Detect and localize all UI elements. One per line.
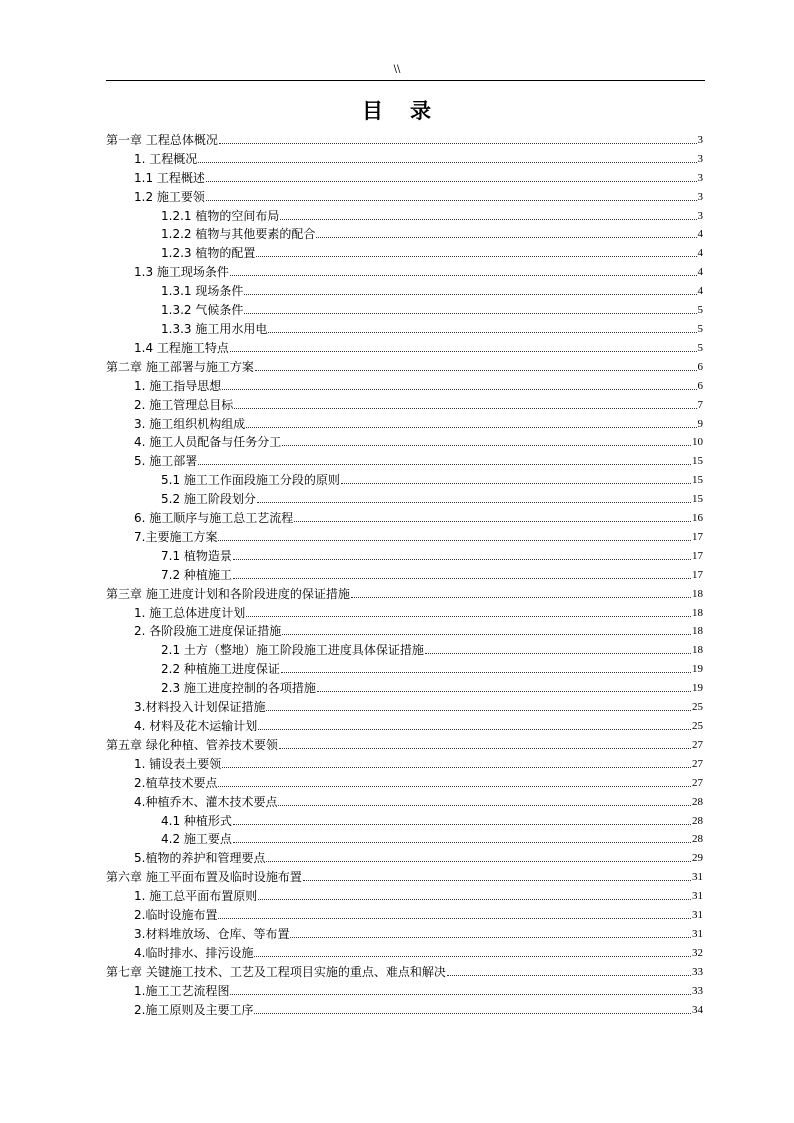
page-header-mark: \\ bbox=[393, 64, 401, 75]
toc-leader-dots bbox=[279, 748, 691, 749]
toc-entry-label: 第二章 施工部署与施工方案 bbox=[106, 359, 254, 374]
toc-entry-label: 3.材料堆放场、仓库、等布置 bbox=[134, 926, 290, 941]
toc-entry-label: 1.2.2 植物与其他要素的配合 bbox=[161, 227, 316, 242]
toc-leader-dots bbox=[246, 427, 696, 428]
toc-entry[interactable] bbox=[106, 336, 703, 355]
toc-entry-label: 1.施工工艺流程图 bbox=[134, 983, 230, 998]
toc-page-number: 17 bbox=[692, 530, 703, 543]
toc-leader-dots bbox=[258, 729, 691, 730]
toc-entry[interactable] bbox=[106, 487, 703, 506]
toc-page-number: 25 bbox=[692, 720, 703, 732]
toc-entry-label: 2. 各阶段施工进度保证措施 bbox=[134, 624, 282, 639]
toc-entry-label: 2. 施工管理总目标 bbox=[134, 397, 234, 412]
toc-leader-dots bbox=[282, 634, 691, 635]
toc-leader-dots bbox=[230, 994, 691, 995]
toc-leader-dots bbox=[230, 351, 697, 352]
toc-entry-label: 2.1 土方（整地）施工阶段施工进度具体保证措施 bbox=[161, 643, 424, 658]
toc-entry-label: 4.1 种植形式 bbox=[161, 813, 232, 828]
toc-entry-label: 1.3.3 施工用水用电 bbox=[161, 321, 268, 336]
toc-leader-dots bbox=[282, 445, 691, 446]
toc-page-number: 4 bbox=[697, 247, 703, 260]
toc-page-number: 3 bbox=[697, 171, 703, 184]
toc-entry[interactable] bbox=[106, 714, 703, 733]
toc-page-number: 18 bbox=[692, 625, 703, 638]
toc-entry-label: 1.3.2 气候条件 bbox=[161, 303, 244, 318]
toc-entry-label: 2.植草技术要点 bbox=[134, 775, 218, 790]
toc-entry-label: 1. 施工指导思想 bbox=[134, 378, 222, 393]
toc-entry-label: 第一章 工程总体概况 bbox=[106, 132, 218, 147]
toc-leader-dots bbox=[294, 521, 691, 522]
toc-leader-dots bbox=[234, 408, 696, 409]
toc-entry-label: 4. 施工人员配备与任务分工 bbox=[134, 435, 282, 450]
toc-leader-dots bbox=[290, 937, 691, 938]
toc-entry[interactable] bbox=[106, 960, 703, 979]
toc-leader-dots bbox=[268, 332, 696, 333]
toc-entry[interactable] bbox=[106, 809, 703, 828]
toc-entry[interactable] bbox=[106, 733, 703, 752]
toc-entry[interactable] bbox=[106, 979, 703, 998]
toc-entry-label: 5. 施工部署 bbox=[134, 454, 198, 469]
toc-entry-label: 1. 施工总平面布置原则 bbox=[134, 889, 258, 904]
toc-entry-label: 4.临时排水、排污设施 bbox=[134, 945, 254, 960]
toc-page-number: 28 bbox=[692, 814, 703, 827]
toc-entry[interactable] bbox=[106, 752, 703, 771]
toc-leader-dots bbox=[244, 294, 696, 295]
toc-entry[interactable] bbox=[106, 128, 703, 147]
toc-entry-label: 7.1 植物造景 bbox=[161, 548, 232, 563]
toc-page-number: 31 bbox=[692, 871, 703, 884]
toc-entry-label: 1.3 施工现场条件 bbox=[134, 265, 229, 280]
toc-page-number: 28 bbox=[692, 833, 703, 846]
toc-page-number: 6 bbox=[697, 360, 703, 373]
toc-entry[interactable] bbox=[106, 204, 703, 223]
toc-entry[interactable] bbox=[106, 374, 703, 393]
toc-entry-label: 1.1 工程概述 bbox=[134, 170, 205, 185]
toc-entry[interactable] bbox=[106, 298, 703, 317]
toc-page-number: 7 bbox=[697, 398, 703, 411]
toc-entry[interactable] bbox=[106, 771, 703, 790]
toc-leader-dots bbox=[278, 805, 691, 806]
toc-leader-dots bbox=[257, 502, 691, 503]
toc-entry[interactable] bbox=[106, 582, 703, 601]
toc-page-number: 27 bbox=[692, 776, 703, 789]
toc-entry-label: 1.2 施工要领 bbox=[134, 189, 205, 204]
toc-entry-label: 第三章 施工进度计划和各阶段进度的保证措施 bbox=[106, 586, 350, 601]
toc-leader-dots bbox=[425, 653, 691, 654]
toc-page-number: 4 bbox=[697, 285, 703, 298]
toc-leader-dots bbox=[303, 880, 691, 881]
toc-leader-dots bbox=[222, 767, 691, 768]
toc-page-number: 15 bbox=[692, 474, 703, 487]
toc-entry-label: 6. 施工顺序与施工总工艺流程 bbox=[134, 511, 294, 526]
toc-entry[interactable] bbox=[106, 260, 703, 279]
toc-leader-dots bbox=[255, 370, 697, 371]
toc-entry[interactable] bbox=[106, 941, 703, 960]
toc-page-number: 3 bbox=[697, 133, 703, 146]
toc-page-number: 27 bbox=[692, 738, 703, 751]
toc-page-number: 15 bbox=[692, 493, 703, 506]
toc-entry[interactable] bbox=[106, 147, 703, 166]
toc-leader-dots bbox=[316, 237, 696, 238]
toc-leader-dots bbox=[341, 483, 691, 484]
toc-page-number: 33 bbox=[692, 965, 703, 978]
toc-entry[interactable] bbox=[106, 846, 703, 865]
toc-entry[interactable] bbox=[106, 620, 703, 639]
toc-page-number: 28 bbox=[692, 795, 703, 808]
toc-leader-dots bbox=[233, 824, 691, 825]
toc-leader-dots bbox=[244, 313, 696, 314]
toc-entry-label: 第七章 关键施工技术、工艺及工程项目实施的重点、难点和解决 bbox=[106, 964, 446, 979]
toc-entry[interactable] bbox=[106, 865, 703, 884]
toc-leader-dots bbox=[266, 710, 691, 711]
toc-page-number: 5 bbox=[697, 304, 703, 317]
toc-entry-label: 3. 施工组织机构组成 bbox=[134, 416, 246, 431]
toc-entry[interactable] bbox=[106, 903, 703, 922]
toc-entry[interactable] bbox=[106, 998, 703, 1017]
toc-page-number: 4 bbox=[697, 228, 703, 241]
toc-page-number: 32 bbox=[692, 946, 703, 959]
toc-leader-dots bbox=[218, 786, 691, 787]
toc-leader-dots bbox=[206, 200, 697, 201]
toc-page-number: 33 bbox=[692, 984, 703, 997]
toc-page-number: 4 bbox=[697, 266, 703, 279]
toc-entry[interactable] bbox=[106, 412, 703, 431]
toc-entry[interactable] bbox=[106, 241, 703, 260]
toc-entry[interactable] bbox=[106, 449, 703, 468]
toc-leader-dots bbox=[230, 275, 697, 276]
toc-page-number: 9 bbox=[697, 417, 703, 430]
header-rule bbox=[106, 80, 705, 81]
toc-page-number: 18 bbox=[692, 587, 703, 600]
toc-entry-label: 4.2 施工要点 bbox=[161, 832, 232, 847]
toc-entry-label: 2.施工原则及主要工序 bbox=[134, 1002, 254, 1017]
toc-entry[interactable] bbox=[106, 166, 703, 185]
toc-page-number: 27 bbox=[692, 757, 703, 770]
toc-entry-label: 1.2.3 植物的配置 bbox=[161, 246, 256, 261]
toc-title-char-2: 录 bbox=[410, 98, 432, 123]
toc-page-number: 17 bbox=[692, 568, 703, 581]
toc-page-number: 6 bbox=[697, 379, 703, 392]
toc-leader-dots bbox=[266, 861, 691, 862]
toc-page-number: 3 bbox=[697, 209, 703, 222]
toc-page-number: 10 bbox=[692, 436, 703, 449]
toc-leader-dots bbox=[233, 559, 691, 560]
toc-entry-label: 1. 工程概况 bbox=[134, 151, 198, 166]
toc-page-number: 17 bbox=[692, 549, 703, 562]
toc-leader-dots bbox=[256, 256, 696, 257]
toc-entry[interactable] bbox=[106, 431, 703, 450]
toc-page-number: 15 bbox=[692, 455, 703, 468]
toc-entry-label: 5.2 施工阶段划分 bbox=[161, 492, 256, 507]
toc-page-number: 19 bbox=[692, 663, 703, 676]
toc-page-number: 25 bbox=[692, 701, 703, 714]
toc-entry[interactable] bbox=[106, 828, 703, 847]
toc-entry[interactable] bbox=[106, 185, 703, 204]
toc-entry-label: 4. 材料及花木运输计划 bbox=[134, 719, 258, 733]
toc-entry[interactable] bbox=[106, 525, 703, 544]
toc-page-number: 18 bbox=[692, 644, 703, 657]
toc-page-number: 3 bbox=[697, 190, 703, 203]
toc-leader-dots bbox=[222, 389, 696, 390]
toc-title-char-1: 目 bbox=[362, 98, 384, 123]
toc-leader-dots bbox=[281, 672, 691, 673]
toc-entry[interactable] bbox=[106, 393, 703, 412]
toc-entry[interactable] bbox=[106, 279, 703, 298]
toc-leader-dots bbox=[258, 899, 691, 900]
toc-entry-label: 5.植物的养护和管理要点 bbox=[134, 851, 266, 866]
toc-entry[interactable] bbox=[106, 506, 703, 525]
toc-page-number: 5 bbox=[697, 322, 703, 335]
toc-entry[interactable] bbox=[106, 223, 703, 242]
toc-entry-label: 1. 铺设表土要领 bbox=[134, 756, 222, 771]
toc-leader-dots bbox=[198, 464, 691, 465]
toc-leader-dots bbox=[447, 975, 691, 976]
toc-page-number: 34 bbox=[692, 1003, 703, 1016]
toc-page-number: 31 bbox=[692, 909, 703, 922]
toc-page-number: 18 bbox=[692, 606, 703, 619]
toc-page-number: 19 bbox=[692, 682, 703, 695]
toc-page-number: 3 bbox=[697, 152, 703, 165]
toc-entry-label: 1.3.1 现场条件 bbox=[161, 284, 244, 299]
toc-entry[interactable] bbox=[106, 676, 703, 695]
toc-entry[interactable] bbox=[106, 601, 703, 620]
toc-entry-label: 2.2 种植施工进度保证 bbox=[161, 662, 280, 677]
toc-entry[interactable] bbox=[106, 695, 703, 714]
toc-leader-dots bbox=[351, 597, 691, 598]
toc-entry[interactable] bbox=[106, 884, 703, 903]
toc-leader-dots bbox=[206, 181, 697, 182]
toc-leader-dots bbox=[246, 616, 691, 617]
toc-leader-dots bbox=[233, 842, 691, 843]
toc-entry[interactable] bbox=[106, 790, 703, 809]
toc-entry-label: 7.2 种植施工 bbox=[161, 567, 232, 582]
toc-entry[interactable] bbox=[106, 544, 703, 563]
toc-leader-dots bbox=[218, 918, 691, 919]
toc-entry[interactable] bbox=[106, 657, 703, 676]
toc-entry-label: 2.临时设施布置 bbox=[134, 908, 218, 923]
toc-entry[interactable] bbox=[106, 355, 703, 374]
toc-entry-label: 1.2.1 植物的空间布局 bbox=[161, 208, 280, 223]
toc-leader-dots bbox=[218, 540, 691, 541]
toc-entry[interactable] bbox=[106, 468, 703, 487]
toc-entry-label: 7.主要施工方案 bbox=[134, 529, 218, 544]
toc-entry-label: 5.1 施工工作面段施工分段的原则 bbox=[161, 473, 340, 488]
toc-leader-dots bbox=[280, 219, 696, 220]
toc-page-number: 5 bbox=[697, 341, 703, 354]
toc-leader-dots bbox=[198, 162, 696, 163]
table-of-contents bbox=[106, 128, 703, 1017]
toc-leader-dots bbox=[254, 956, 691, 957]
toc-page-number: 31 bbox=[692, 890, 703, 903]
toc-entry-label: 4.种植乔木、灌木技术要点 bbox=[134, 794, 278, 809]
toc-leader-dots bbox=[317, 691, 691, 692]
toc-entry[interactable] bbox=[106, 563, 703, 582]
toc-leader-dots bbox=[233, 578, 691, 579]
toc-leader-dots bbox=[219, 143, 697, 144]
toc-page-number: 31 bbox=[692, 927, 703, 940]
toc-leader-dots bbox=[254, 1013, 691, 1014]
toc-entry[interactable] bbox=[106, 638, 703, 657]
toc-title bbox=[0, 96, 794, 126]
toc-entry-label: 1.4 工程施工特点 bbox=[134, 340, 229, 355]
toc-page-number: 29 bbox=[692, 852, 703, 865]
toc-page-number: 16 bbox=[692, 512, 703, 525]
toc-entry-label: 1. 施工总体进度计划 bbox=[134, 605, 246, 620]
toc-entry[interactable] bbox=[106, 317, 703, 336]
toc-entry-label: 2.3 施工进度控制的各项措施 bbox=[161, 681, 316, 696]
toc-entry-label: 第五章 绿化种植、管养技术要领 bbox=[106, 737, 278, 752]
toc-entry-label: 3.材料投入计划保证措施 bbox=[134, 700, 266, 715]
toc-entry[interactable] bbox=[106, 922, 703, 941]
toc-entry-label: 第六章 施工平面布置及临时设施布置 bbox=[106, 870, 302, 885]
